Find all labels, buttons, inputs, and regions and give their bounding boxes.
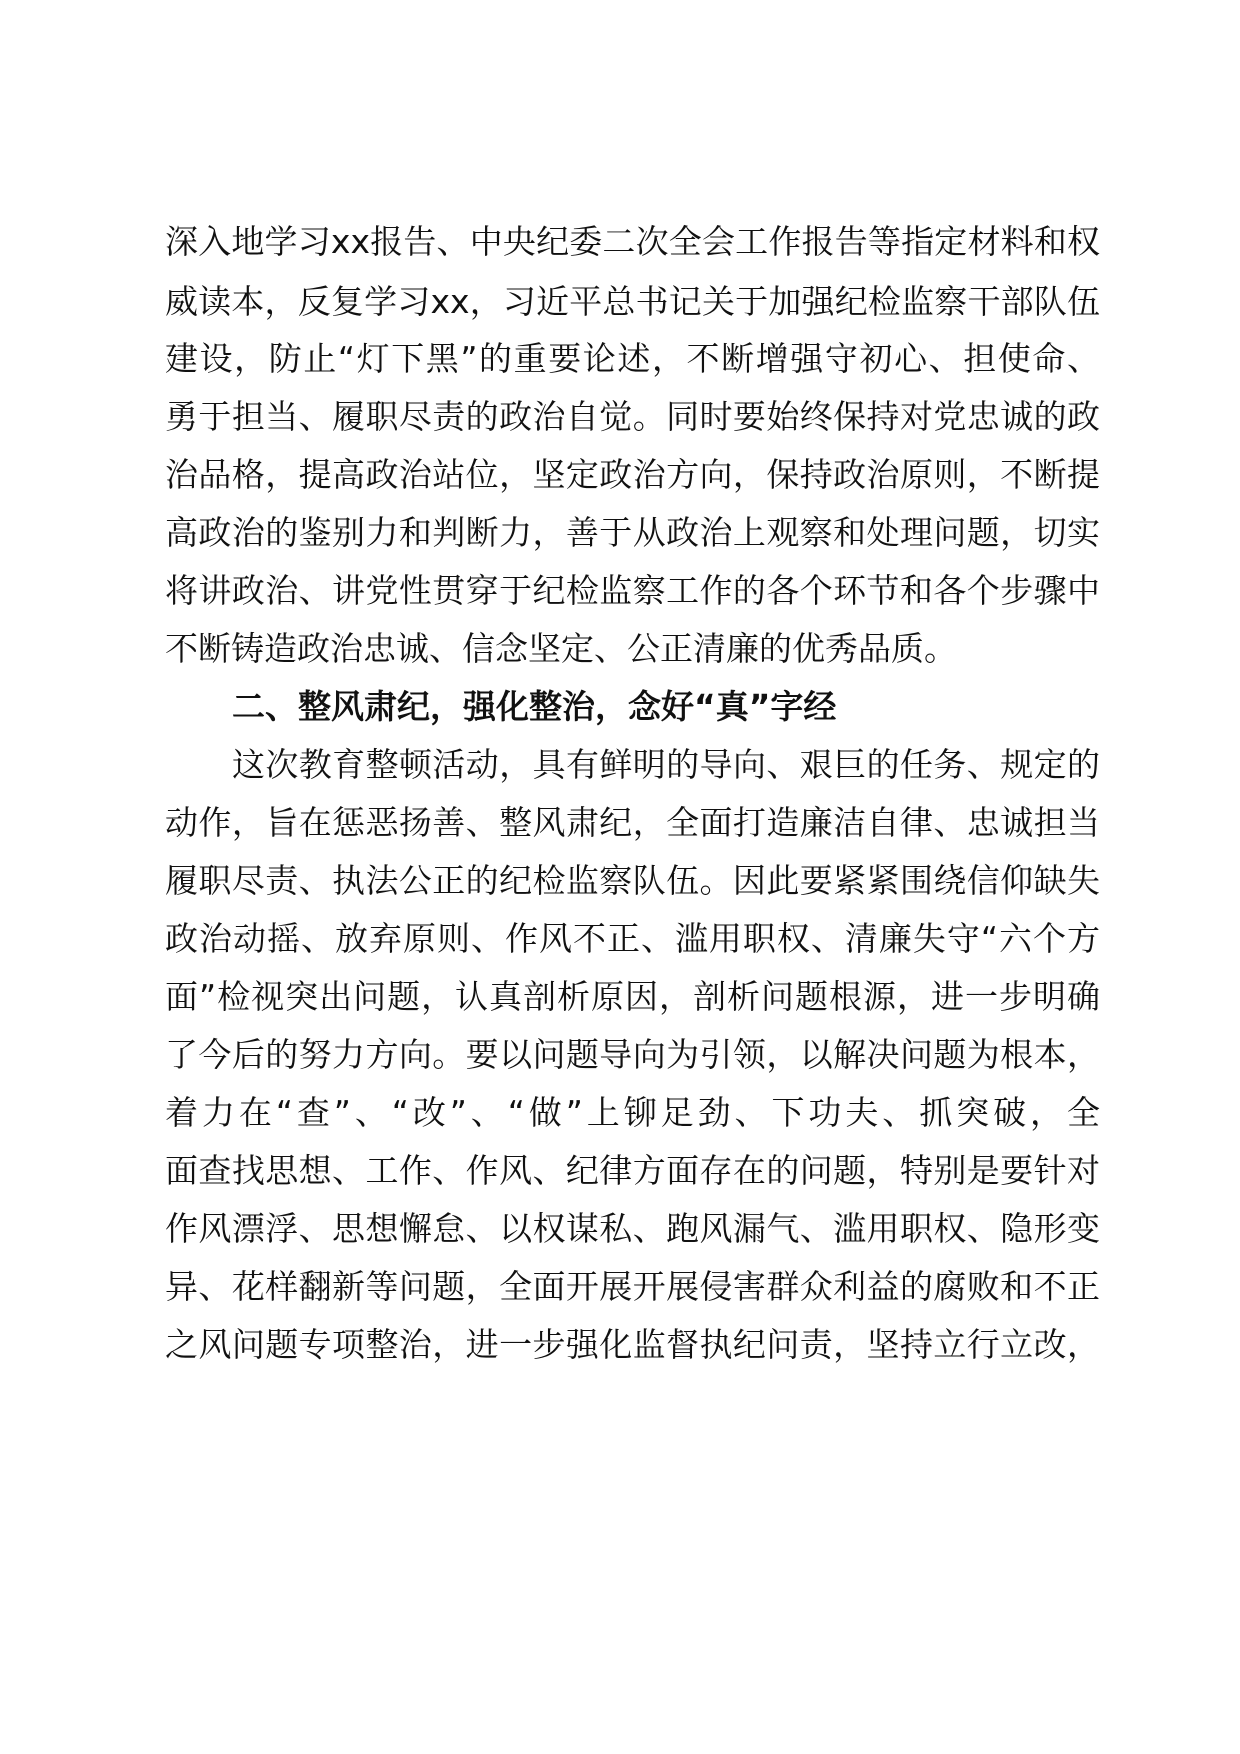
- paragraph-line: 了今后的努力方向。要以问题导向为引领，以解决问题为根本，: [165, 1035, 1100, 1074]
- paragraph-line: 作风漂浮、思想懈怠、以权谋私、跑风漏气、滥用职权、隐形变: [165, 1209, 1100, 1248]
- paragraph-line: 履职尽责、执法公正的纪检监察队伍。因此要紧紧围绕信仰缺失: [165, 861, 1100, 900]
- paragraph-line: 之风问题专项整治，进一步强化监督执纪问责，坚持立行立改，: [165, 1325, 1100, 1364]
- paragraph-line: 着力在“查”、“改”、“做”上铆足劲、下功夫、抓突破，全: [165, 1093, 1100, 1132]
- paragraph-line: 不断铸造政治忠诚、信念坚定、公正清廉的优秀品质。: [165, 629, 957, 668]
- paragraph-line: 面”检视突出问题，认真剖析原因，剖析问题根源，进一步明确: [165, 977, 1100, 1016]
- paragraph-line: 威读本，反复学习xx，习近平总书记关于加强纪检监察干部队伍: [165, 282, 1100, 321]
- paragraph-line: 治品格，提高政治站位，坚定政治方向，保持政治原则，不断提: [165, 455, 1100, 494]
- paragraph-line: 建设，防止“灯下黑”的重要论述，不断增强守初心、担使命、: [165, 339, 1100, 378]
- paragraph-line: 勇于担当、履职尽责的政治自觉。同时要始终保持对党忠诚的政: [165, 397, 1100, 436]
- paragraph-line: 将讲政治、讲党性贯穿于纪检监察工作的各个环节和各个步骤中: [165, 571, 1100, 610]
- section-heading: 二、整风肃纪，强化整治，念好“真”字经: [232, 687, 837, 726]
- paragraph-line: 这次教育整顿活动，具有鲜明的导向、艰巨的任务、规定的: [232, 745, 1100, 784]
- paragraph-line: 面查找思想、工作、作风、纪律方面存在的问题，特别是要针对: [165, 1151, 1100, 1190]
- paragraph-line: 动作，旨在惩恶扬善、整风肃纪，全面打造廉洁自律、忠诚担当: [165, 803, 1100, 842]
- paragraph-line: 政治动摇、放弃原则、作风不正、滥用职权、清廉失守“六个方: [165, 919, 1100, 958]
- paragraph-line: 深入地学习xx报告、中央纪委二次全会工作报告等指定材料和权: [165, 222, 1100, 261]
- paragraph-line: 高政治的鉴别力和判断力，善于从政治上观察和处理问题，切实: [165, 513, 1100, 552]
- paragraph-line: 异、花样翻新等问题，全面开展开展侵害群众利益的腐败和不正: [165, 1267, 1100, 1306]
